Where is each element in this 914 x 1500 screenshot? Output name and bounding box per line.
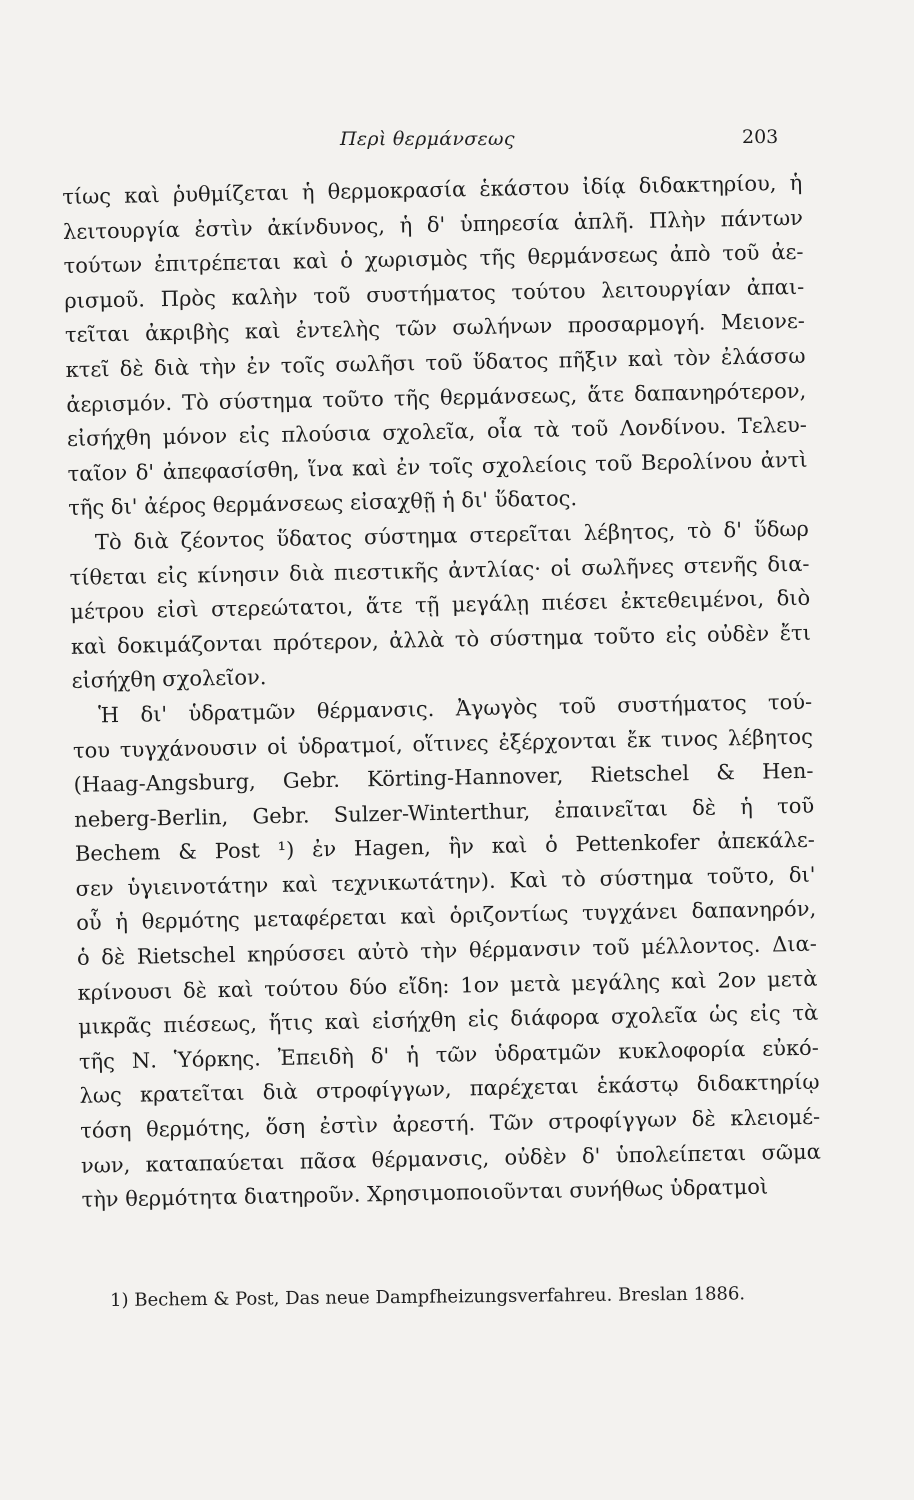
text-line: νων, καταπαύεται πᾶσα θέρμανσις, οὐδὲν δ' ὑπολείπεται σῶμα bbox=[80, 1139, 822, 1178]
text-line: οὗ ἡ θερμότης μεταφέρεται καὶ ὁριζοντίως τυγχάνει δαπανηρόν, bbox=[76, 897, 817, 936]
text-line: ὁ δὲ Rietschel κηρύσσει αὐτὸ τὴν θέρμανσιν τοῦ μέλλοντος. Δια- bbox=[76, 931, 818, 970]
text-line: ταῖον δ' ἀπεφασίσθη, ἵνα καὶ ἐν τοῖς σχολείοις τοῦ Βερολίνου ἀντὶ bbox=[67, 447, 808, 486]
text-line: Ἡ δι' ὑδρατμῶν θέρμανσις. Ἀγωγὸς τοῦ συστήματος τού- bbox=[98, 689, 813, 728]
text-line: κρίνουσι δὲ καὶ τούτου δύο εἴδη: 1ον μετὰ μεγάλης καὶ 2ον μετὰ bbox=[77, 966, 818, 1005]
text-line: ἀερισμόν. Τὸ σύστημα τοῦτο τῆς θερμάνσεως, ἅτε δαπανηρότερον, bbox=[66, 378, 807, 417]
text-line: τόση θερμότης, ὅση ἐστὶν ἀρεστή. Τῶν στροφίγγων δὲ κλειομέ- bbox=[80, 1104, 821, 1143]
text-line: του τυγχάνουσιν οἱ ὑδρατμοί, οἵτινες ἐξέρχονται ἔκ τινος λέβητος bbox=[72, 724, 814, 763]
text-line: μικρᾶς πιέσεως, ἥτις καὶ εἰσήχθη εἰς διάφορα σχολεῖα ὡς εἰς τὰ bbox=[78, 1000, 819, 1040]
text-line: λειτουργία ἐστὶν ἀκίνδυνος, ἡ δ' ὑπηρεσία ἁπλῆ. Πλὴν πάντων bbox=[62, 205, 804, 244]
text-line: σεν ὑγιεινοτάτην καὶ τεχνικωτάτην). Καὶ τὸ σύστημα τοῦτο, δι' bbox=[75, 862, 816, 901]
text-line: καὶ δοκιμάζονται πρότερον, ἀλλὰ τὸ σύστημα τοῦτο εἰς οὐδὲν ἔτι bbox=[70, 620, 812, 659]
text-line: ρισμοῦ. Πρὸς καλὴν τοῦ συστήματος τούτου λειτουργίαν ἀπαι- bbox=[64, 274, 805, 313]
text-line: τίθεται εἰς κίνησιν διὰ πιεστικῆς ἀντλίας· οἱ σωλῆνες στενῆς δια- bbox=[69, 551, 810, 590]
text-line: Τὸ διὰ ζέοντος ὕδατος σύστημα στερεῖται λέβητος, τὸ δ' ὕδωρ bbox=[94, 516, 810, 555]
running-header-title: Περὶ θερμάνσεως bbox=[340, 128, 515, 150]
text-line: εἰσήχθη μόνον εἰς πλούσια σχολεῖα, οἷα τὰ τοῦ Λονδίνου. Τελευ- bbox=[66, 412, 808, 452]
footnote: 1) Bechem & Post, Das neue Dampfheizungsverfahreu. Breslan 1886. bbox=[110, 1283, 746, 1311]
text-line: λως κρατεῖται διὰ στροφίγγων, παρέχεται ἑκάστῳ διδακτηρίῳ bbox=[79, 1070, 820, 1109]
text-line: τίως καὶ ῥυθμίζεται ἡ θερμοκρασία ἑκάστου ἰδίᾳ διδακτηρίου, ἡ bbox=[62, 170, 803, 209]
text-line: τῆς δι' ἀέρος θερμάνσεως εἰσαχθῇ ἡ δι' ὕδατος. bbox=[68, 486, 578, 521]
text-line: κτεῖ δὲ διὰ τὴν ἐν τοῖς σωλῆσι τοῦ ὕδατος πῆξιν καὶ τὸν ἐλάσσω bbox=[65, 343, 806, 382]
text-line: μέτρου εἰσὶ στερεώτατοι, ἅτε τῇ μεγάλῃ πιέσει ἐκτεθειμένοι, διὸ bbox=[70, 585, 811, 625]
text-line: τεῖται ἀκριβὴς καὶ ἐντελὴς τῶν σωλήνων προσαρμογή. Μειονε- bbox=[64, 309, 806, 348]
text-line: (Haag-Angsburg, Gebr. Körting-Hannover, Rietschel & Hen- bbox=[73, 758, 814, 797]
text-line: τὴν θερμότητα διατηροῦν. Χρησιμοποιοῦνται συνήθως ὑδρατμοὶ bbox=[81, 1174, 769, 1213]
body-text bbox=[62, 166, 822, 1218]
text-line: εἰσήχθη σχολεῖον. bbox=[71, 665, 267, 694]
text-line: τῆς Ν. Ὑόρκης. Ἐπειδὴ δ' ἡ τῶν ὑδρατμῶν κυκλοφορία εὐκό- bbox=[78, 1035, 820, 1074]
text-line: neberg-Berlin, Gebr. Sulzer-Winterthur, ἐπαινεῖται δὲ ἡ τοῦ bbox=[74, 793, 815, 832]
text-line: Bechem & Post ¹) ἐν Hagen, ἣν καὶ ὁ Pettenkofer ἀπεκάλε- bbox=[74, 827, 816, 867]
page-number: 203 bbox=[742, 126, 779, 148]
text-line: τούτων ἐπιτρέπεται καὶ ὁ χωρισμὸς τῆς θερμάνσεως ἀπὸ τοῦ ἀε- bbox=[63, 239, 804, 279]
